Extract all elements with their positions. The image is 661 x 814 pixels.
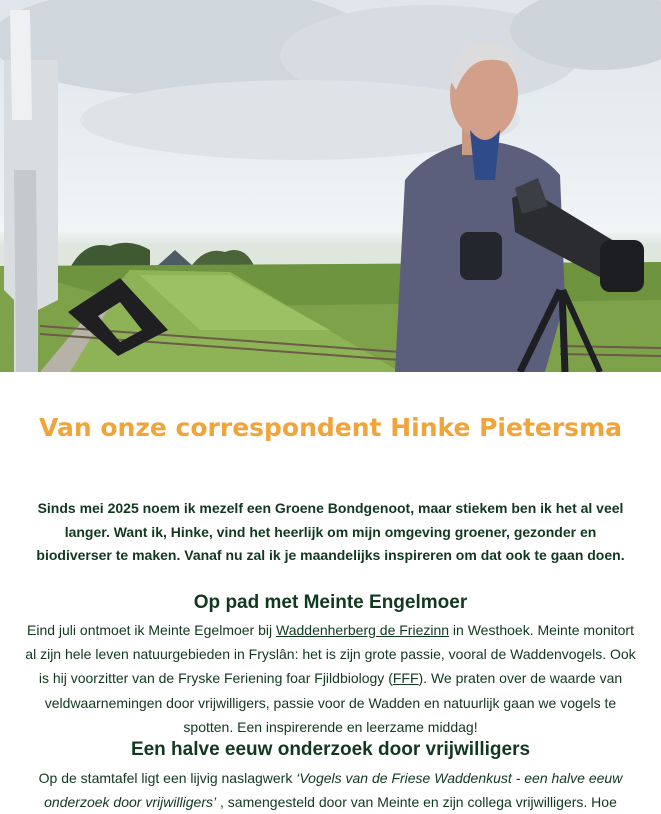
intro-paragraph: Sinds mei 2025 noem ik mezelf een Groene Bondgenoot, maar stiekem ben ik het al veel langer. Want ik, Hinke, vind het heerlijk om mijn omgeving groener, gezonder en biodiverser te maken. Vanaf nu zal ik je maandelijks inspireren om dat ook te gaan doen.	[36, 500, 625, 563]
sculpture-pillar	[14, 170, 38, 372]
hero-photo	[0, 0, 661, 372]
link-waddenherberg[interactable]: Waddenherberg de Friezinn	[276, 622, 450, 638]
correspondent-heading: Van onze correspondent Hinke Pietersma	[39, 413, 622, 442]
section-heading-research: Een halve eeuw onderzoek door vrijwilligers	[130, 739, 531, 760]
paragraph-text: ). We praten over de waarde van veldwaarnemingen door vrijwilligers, passie voor de Wadden en natuurlijk gaan we vogels te spotten. Een inspirerende en leerzame middag!	[44, 670, 623, 735]
hero-illustration	[0, 0, 661, 372]
sculpture-blade	[10, 10, 32, 120]
link-fff[interactable]: FFF	[392, 670, 419, 687]
paragraph-text: , samengesteld door van Meinte en zijn collega vrijwilligers. Hoe	[216, 794, 617, 811]
section-paragraph-meinte	[22, 618, 639, 739]
paragraph-text: in Westhoek. Meinte monitort al zijn hele leven natuurgebieden in Fryslân: het is zijn grote passie, vooral de Waddenvogels. Ook is hij voorzitter van de Fryske Feriening foar Fjildbiology (	[25, 622, 636, 687]
trees	[70, 243, 150, 268]
section-heading-meinte: Op pad met Meinte Engelmoer	[193, 592, 468, 613]
paragraph-text: Op de stamtafel ligt een lijvig naslagwerk	[38, 770, 297, 786]
paragraph-text: Eind juli ontmoet ik Meinte Egelmoer bij	[27, 622, 277, 638]
section-paragraph-research	[22, 766, 639, 814]
book-title: ‘Vogels van de Friese Waddenkust - een halve eeuw onderzoek door vrijwilligers’	[44, 770, 623, 811]
